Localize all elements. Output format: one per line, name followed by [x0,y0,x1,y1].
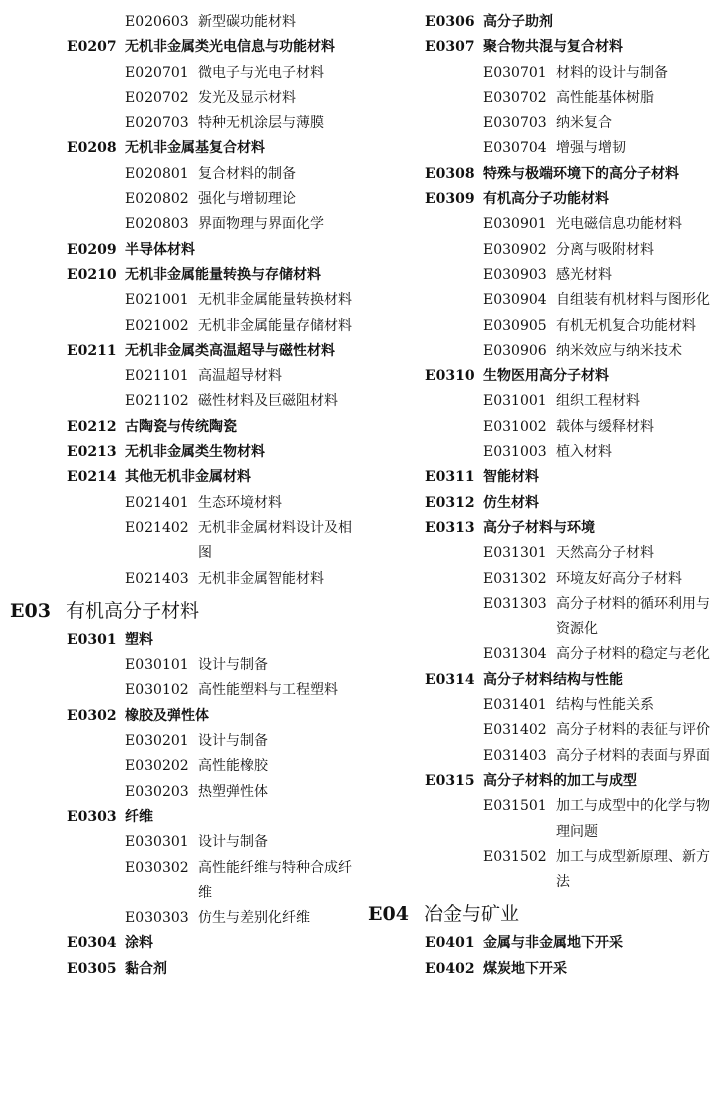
entry-code: E0401 [425,935,475,952]
entry-name: 仿生材料 [483,494,539,511]
subcategory-entry [10,729,355,754]
category-entry [10,931,355,956]
entry-name: 高分子材料的表征与评价 [556,722,710,739]
entry-code: E030901 [483,216,547,233]
entry-name: 纳米效应与纳米技术 [556,342,682,359]
entry-code: E021401 [125,494,189,511]
subcategory-entry [10,61,355,86]
subcategory-entry [10,856,355,907]
entry-name: 高分子材料的表面与界面 [556,747,710,764]
entry-name: 无机非金属类高温超导与磁性材料 [125,342,335,359]
entry-name: 其他无机非金属材料 [125,469,251,486]
section-heading [10,596,355,626]
subcategory-entry [368,693,713,718]
subcategory-entry [368,111,713,136]
category-entry [368,491,713,516]
entry-name: 黏合剂 [125,960,167,977]
entry-name: 载体与缓释材料 [556,418,654,435]
entry-code: E031403 [483,747,547,764]
category-entry [368,957,713,982]
entry-name: 复合材料的制备 [198,165,296,182]
category-entry [10,35,355,60]
subcategory-entry [10,162,355,187]
entry-name: 高温超导材料 [198,368,282,385]
entry-code: E021402 [125,519,189,536]
entry-code: E020801 [125,165,189,182]
entry-name: 增强与增韧 [556,140,626,157]
entry-name: 有机高分子功能材料 [483,191,609,208]
entry-code: E021101 [125,368,189,385]
entry-name: 环境友好高分子材料 [556,570,682,587]
subcategory-entry [10,314,355,339]
entry-code: E030302 [125,859,189,876]
entry-code: E0309 [425,191,475,208]
entry-name: 无机非金属智能材料 [198,570,324,587]
entry-name: 无机非金属材料设计及相图 [198,519,352,562]
entry-code: E031501 [483,798,547,815]
entry-code: E0315 [425,772,475,789]
entry-code: E0314 [425,671,475,688]
subcategory-entry [368,212,713,237]
entry-code: E031402 [483,722,547,739]
category-entry [10,440,355,465]
subcategory-entry [10,288,355,313]
category-entry [10,263,355,288]
subcategory-entry [368,592,713,643]
entry-code: E04 [368,903,409,926]
entry-name: 冶金与矿业 [424,903,520,926]
entry-code: E0210 [67,266,117,283]
entry-name: 设计与制备 [198,733,268,750]
subcategory-entry [368,744,713,769]
entry-name: 古陶瓷与传统陶瓷 [125,418,237,435]
entry-name: 界面物理与界面化学 [198,216,324,233]
entry-name: 橡胶及弹性体 [125,707,209,724]
entry-code: E0313 [425,519,475,536]
entry-code: E021001 [125,292,189,309]
subcategory-entry [368,86,713,111]
entry-name: 植入材料 [556,444,612,461]
entry-code: E020802 [125,191,189,208]
entry-code: E0308 [425,165,475,182]
subcategory-entry [368,718,713,743]
entry-code: E0207 [67,39,117,56]
entry-name: 煤炭地下开采 [483,960,567,977]
entry-code: E030202 [125,758,189,775]
entry-name: 无机非金属能量转换材料 [198,292,352,309]
category-entry [10,628,355,653]
entry-name: 无机非金属能量转换与存储材料 [125,266,321,283]
subcategory-entry [10,678,355,703]
entry-name: 生物医用高分子材料 [483,368,609,385]
entry-code: E031302 [483,570,547,587]
entry-name: 纤维 [125,808,153,825]
subcategory-entry [368,288,713,313]
category-entry [10,465,355,490]
category-entry [10,339,355,364]
entry-code: E031401 [483,697,547,714]
entry-code: E0209 [67,241,117,258]
entry-code: E0311 [425,469,475,486]
entry-name: 聚合物共混与复合材料 [483,39,623,56]
entry-code: E030905 [483,317,547,334]
entry-code: E0213 [67,444,117,461]
category-entry [368,10,713,35]
entry-code: E021403 [125,570,189,587]
entry-code: E031301 [483,545,547,562]
entry-code: E030904 [483,292,547,309]
entry-code: E031303 [483,595,547,612]
entry-code: E030201 [125,733,189,750]
entry-name: 光电磁信息功能材料 [556,216,682,233]
entry-name: 加工与成型中的化学与物理问题 [556,798,710,840]
entry-name: 高分子材料与环境 [483,519,595,536]
entry-name: 高性能橡胶 [198,758,268,775]
entry-name: 有机无机复合功能材料 [556,317,696,334]
entry-code: E030902 [483,241,547,258]
entry-code: E030303 [125,910,189,927]
subcategory-entry [10,187,355,212]
entry-code: E0305 [67,960,117,977]
category-entry [368,668,713,693]
entry-name: 高分子材料的加工与成型 [483,772,637,789]
category-entry [10,238,355,263]
category-entry [10,805,355,830]
subcategory-entry [368,238,713,263]
entry-name: 新型碳功能材料 [198,14,296,30]
subcategory-entry [368,845,713,896]
entry-name: 无机非金属类光电信息与功能材料 [125,39,335,56]
entry-code: E020702 [125,89,189,106]
entry-name: 自组装有机材料与图形化 [556,292,710,309]
subcategory-entry [10,653,355,678]
entry-code: E0301 [67,631,117,648]
entry-code: E0303 [67,808,117,825]
entry-code: E020603 [125,14,189,30]
subcategory-entry [368,263,713,288]
entry-name: 强化与增韧理论 [198,191,296,208]
entry-name: 特种无机涂层与薄膜 [198,115,324,132]
entry-name: 设计与制备 [198,657,268,674]
subcategory-entry [10,830,355,855]
category-entry [10,415,355,440]
entry-code: E030301 [125,834,189,851]
entry-name: 纳米复合 [556,115,612,132]
entry-code: E031003 [483,444,547,461]
category-entry [368,931,713,956]
subcategory-entry [368,440,713,465]
subcategory-entry [368,642,713,667]
category-entry [368,516,713,541]
entry-code: E0307 [425,39,475,56]
entry-name: 高性能塑料与工程塑料 [198,682,338,699]
entry-name: 无机非金属能量存储材料 [198,317,352,334]
entry-code: E020803 [125,216,189,233]
entry-name: 无机非金属基复合材料 [125,140,265,157]
category-entry [10,704,355,729]
entry-code: E030701 [483,64,547,81]
subcategory-entry [10,754,355,779]
entry-code: E0304 [67,935,117,952]
entry-code: E0211 [67,342,117,359]
subcategory-entry [10,10,355,35]
entry-code: E0402 [425,960,475,977]
entry-name: 仿生与差别化纤维 [198,910,310,927]
entry-code: E031001 [483,393,547,410]
subcategory-entry [10,567,355,592]
entry-name: 感光材料 [556,266,612,283]
entry-code: E020703 [125,115,189,132]
subcategory-entry [368,61,713,86]
entry-code: E031002 [483,418,547,435]
entry-name: 有机高分子材料 [66,599,200,622]
entry-name: 高分子材料的稳定与老化 [556,646,710,663]
subcategory-entry [368,415,713,440]
entry-code: E030906 [483,342,547,359]
entry-name: 高分子材料结构与性能 [483,671,623,688]
entry-name: 磁性材料及巨磁阻材料 [198,393,338,410]
entry-name: 微电子与光电子材料 [198,64,324,81]
entry-name: 半导体材料 [125,241,195,258]
subcategory-entry [10,780,355,805]
category-entry [368,769,713,794]
entry-code: E021102 [125,393,189,410]
entry-name: 塑料 [125,631,153,648]
entry-code: E0306 [425,14,475,30]
subcategory-entry [10,364,355,389]
entry-code: E0208 [67,140,117,157]
entry-code: E021002 [125,317,189,334]
subcategory-entry [10,389,355,414]
entry-name: 分离与吸附材料 [556,241,654,258]
right-column [368,10,713,982]
entry-code: E030203 [125,783,189,800]
category-entry [368,187,713,212]
entry-code: E030903 [483,266,547,283]
entry-code: E0214 [67,469,117,486]
subcategory-entry [368,314,713,339]
entry-name: 生态环境材料 [198,494,282,511]
entry-name: 涂料 [125,935,153,952]
entry-name: 设计与制备 [198,834,268,851]
subcategory-entry [10,86,355,111]
entry-name: 发光及显示材料 [198,89,296,106]
entry-code: E030702 [483,89,547,106]
entry-code: E031502 [483,848,547,865]
category-entry [368,465,713,490]
entry-name: 高分子材料的循环利用与资源化 [556,595,710,638]
category-entry [368,35,713,60]
category-entry [10,136,355,161]
entry-code: E0312 [425,494,475,511]
section-heading [368,899,713,929]
subcategory-entry [368,541,713,566]
subcategory-entry [368,136,713,161]
entry-name: 加工与成型新原理、新方法 [556,848,710,891]
entry-name: 热塑弹性体 [198,783,268,800]
entry-name: 高性能纤维与特种合成纤维 [198,859,352,901]
subcategory-entry [10,111,355,136]
entry-name: 天然高分子材料 [556,545,654,562]
entry-code: E030703 [483,115,547,132]
entry-code: E031304 [483,646,547,663]
entry-name: 高分子助剂 [483,14,553,30]
entry-code: E0302 [67,707,117,724]
subcategory-entry [10,516,355,567]
subcategory-entry [368,794,713,845]
entry-name: 特殊与极端环境下的高分子材料 [483,165,679,182]
subcategory-entry [10,491,355,516]
entry-name: 材料的设计与制备 [556,64,668,81]
entry-code: E03 [10,599,51,622]
entry-code: E0310 [425,368,475,385]
category-entry [368,162,713,187]
subcategory-entry [368,389,713,414]
entry-code: E030101 [125,657,189,674]
left-column [10,10,355,982]
entry-name: 结构与性能关系 [556,697,654,714]
category-entry [10,957,355,982]
entry-name: 金属与非金属地下开采 [483,935,623,952]
subcategory-entry [10,906,355,931]
subcategory-entry [10,212,355,237]
entry-name: 无机非金属类生物材料 [125,444,265,461]
entry-name: 组织工程材料 [556,393,640,410]
entry-code: E030102 [125,682,189,699]
entry-name: 智能材料 [483,469,539,486]
subcategory-entry [368,339,713,364]
entry-code: E0212 [67,418,117,435]
category-entry [368,364,713,389]
entry-code: E020701 [125,64,189,81]
entry-code: E030704 [483,140,547,157]
entry-name: 高性能基体树脂 [556,89,654,106]
subcategory-entry [368,567,713,592]
